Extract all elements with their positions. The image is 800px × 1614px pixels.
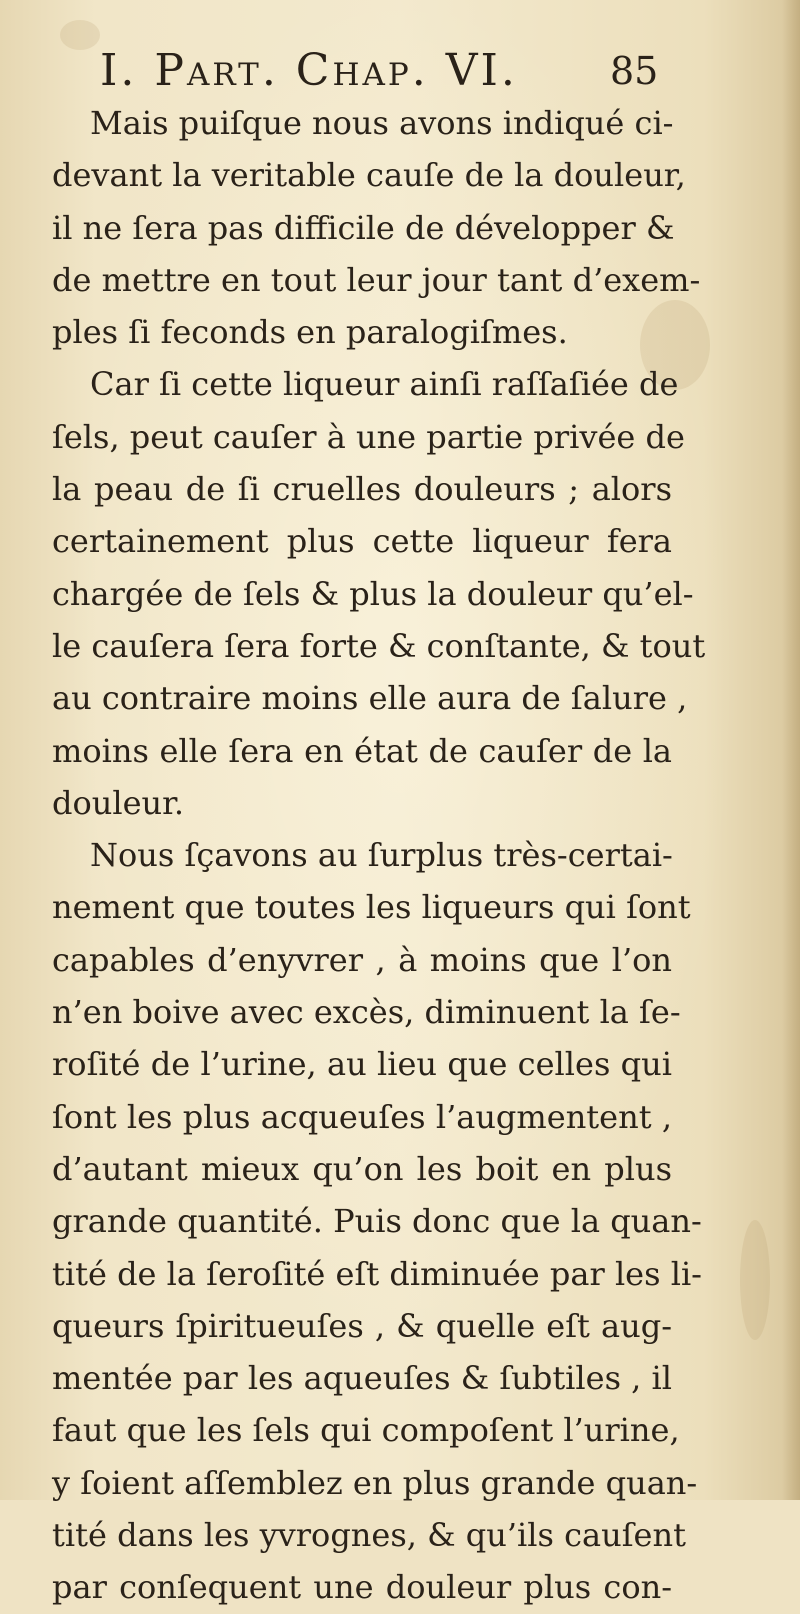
text-line: roſité de l’urine, au lieu que celles qui: [52, 1045, 672, 1084]
text-line: ſels, peut cauſer à une partie privée de: [52, 417, 685, 456]
text-line: ples ſi feconds en paralogiſmes.: [52, 313, 568, 352]
page-number: 85: [610, 49, 659, 93]
text-line: tité de la ſeroſité eſt diminuée par les li-: [52, 1254, 702, 1293]
header-title: I. Part. Chap. VI.: [100, 45, 518, 96]
text-line: moins elle ſera en état de cauſer de la: [52, 731, 672, 770]
text-line: mentée par les aqueuſes & ſubtiles , il: [52, 1359, 672, 1398]
text-line: il ne ſera pas difficile de développer &: [52, 208, 675, 247]
text-line: tité dans les yvrognes, & qu’ils cauſent: [52, 1516, 686, 1555]
text-line: nement que toutes les liqueurs qui ſont: [52, 888, 691, 927]
text-line: devant la veritable cauſe de la douleur,: [52, 156, 686, 195]
text-line: queurs ſpiritueuſes , & quelle eſt aug-: [52, 1306, 672, 1345]
text-line: Mais puiſque nous avons indiqué ci-: [90, 104, 674, 142]
running-header: [100, 42, 660, 100]
paper-stain: [60, 20, 100, 50]
text-line: le cauſera ſera forte & conſtante, & tout: [52, 626, 706, 665]
text-line: d’autant mieux qu’on les boit en plus: [52, 1149, 672, 1188]
text-line: grande quantité. Puis donc que la quan-: [52, 1202, 702, 1241]
paper-stain: [740, 1220, 770, 1340]
text-line: y ſoient aſſemblez en plus grande quan-: [52, 1463, 698, 1502]
text-line: Nous ſçavons au ſurplus très-certai-: [90, 836, 673, 875]
body-text: [52, 97, 706, 1614]
text-line: faut que les ſels qui compoſent l’urine,: [52, 1411, 680, 1450]
text-line: chargée de ſels & plus la douleur qu’el-: [52, 574, 694, 613]
text-line: Car ſi cette liqueur ainſi raſſaſiée de: [90, 365, 679, 404]
text-line: douleur.: [52, 783, 185, 822]
text-line: par conſequent une douleur plus con-: [52, 1568, 672, 1607]
text-line: de mettre en tout leur jour tant d’exem-: [52, 260, 701, 299]
text-line: la peau de ſi cruelles douleurs ; alors: [52, 470, 672, 509]
text-line: capables d’enyvrer , à moins que l’on: [52, 940, 672, 979]
page-edge-shadow: [782, 0, 800, 1500]
text-line: certainement plus cette liqueur fera: [52, 522, 672, 561]
text-line: au contraire moins elle aura de ſalure ,: [52, 679, 688, 718]
text-line: n’en boive avec excès, diminuent la ſe-: [52, 993, 681, 1032]
text-line: ſont les plus acqueuſes l’augmentent ,: [52, 1097, 672, 1136]
